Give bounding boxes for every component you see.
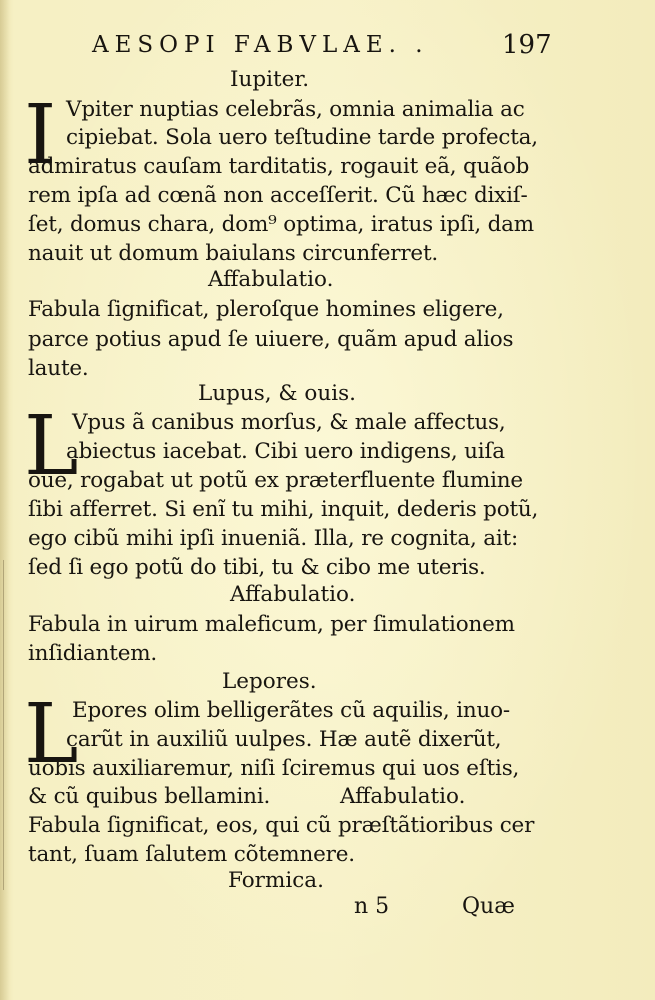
text-line: uobis auxiliaremur, niſi ſciremus qui uos eſtis, [28,756,520,781]
text-line: Epores olim belligerãtes cũ aquilis, inuo- [72,698,510,723]
moral-line: inſidiantem. [28,641,158,666]
text-line: Vpus ã canibus morſus, & male affectus, [72,410,506,435]
moral-line: Fabula ſignificat, pleroſque homines eligere, [28,297,504,322]
margin-rule [3,560,4,890]
drop-cap-l: L [24,687,79,782]
text-line: abiectus iacebat. Cibi uero indigens, uiſa [66,439,505,464]
drop-cap-l: L [24,399,79,494]
gutter-shadow [0,0,10,1000]
affabulatio-heading: Affabulatio. [230,582,356,607]
text-line: rem ipſa ad cœnã non acceſſerit. Cũ hæc dixiſ- [28,183,528,208]
text-line: carũt in auxiliũ uulpes. Hæ autẽ dixerũt, [66,727,502,752]
text-line: ſibi afferret. Si enĩ tu mihi, inquit, dederis potũ, [28,497,539,522]
affabulatio-heading: Affabulatio. [208,267,334,292]
text-line: nauit ut domum baiulans circunferret. [28,241,439,266]
running-title: AESOPI FABVLAE. . [92,32,429,58]
catchword: Quæ [462,894,515,919]
text-line: ſed ſi ego potũ do tibi, tu & cibo me uteris. [28,555,486,580]
text-line: ego cibũ mihi ipſi inueniã. Illa, re cognita, ait: [28,526,519,551]
fable-title-formica: Formica. [228,868,324,893]
text-line: oue, rogabat ut potũ ex præterfluente flumine [28,468,523,493]
fable-title-lepores: Lepores. [222,669,317,694]
moral-line: laute. [28,356,89,381]
text-line: Vpiter nuptias celebrãs, omnia animalia ac [66,97,525,122]
text-line: admiratus cauſam tarditatis, rogauit eã, quãob [28,154,530,179]
drop-cap-i: I [24,88,57,183]
moral-line: parce potius apud ſe uiuere, quãm apud alios [28,327,514,352]
fable-title-lupus: Lupus, & ouis. [198,381,356,406]
fable-title-iupiter: Iupiter. [230,67,310,92]
affabulatio-heading: Affabulatio. [340,784,466,809]
moral-line: Fabula ſignificat, eos, qui cũ præſtãtioribus cer [28,813,535,838]
text-line: & cũ quibus bellamini. [28,784,271,809]
text-line: cipiebat. Sola uero teſtudine tarde profecta, [66,125,538,150]
moral-line: Fabula in uirum maleficum, per ſimulationem [28,612,515,637]
signature-mark: n 5 [354,894,390,919]
text-line: ſet, domus chara, dom⁹ optima, iratus ipſi, dam [28,212,534,237]
moral-line: tant, ſuam ſalutem cõtemnere. [28,842,355,867]
page-number: 197 [502,30,552,60]
